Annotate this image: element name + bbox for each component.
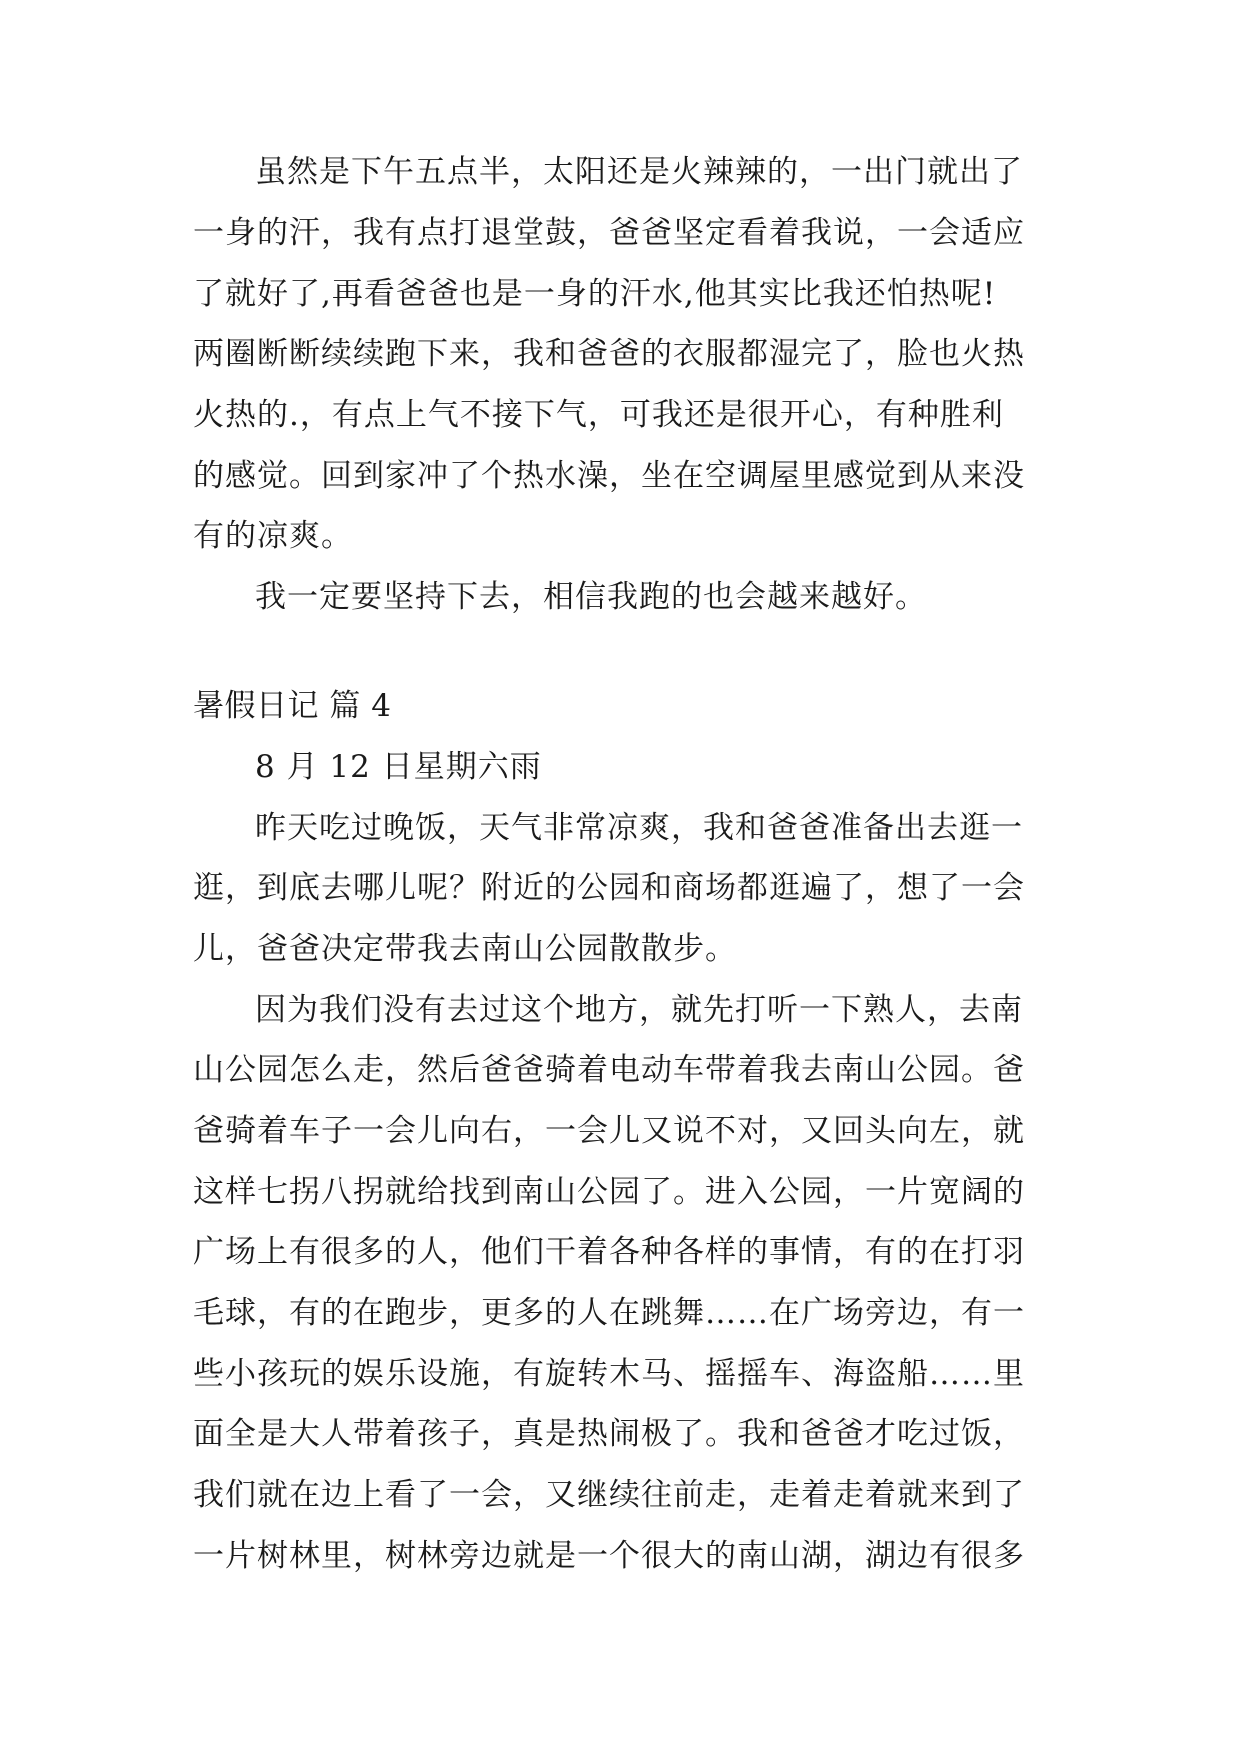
paragraph-line: 有的凉爽。 (193, 518, 353, 554)
paragraph-line: 两圈断断续续跑下来，我和爸爸的衣服都湿完了，脸也火热 (193, 336, 1025, 372)
paragraph-line: 儿，爸爸决定带我去南山公园散散步。 (193, 931, 737, 967)
paragraph-line: 昨天吃过晚饭，天气非常凉爽，我和爸爸准备出去逛一 (255, 810, 1023, 846)
paragraph-line: 了就好了,再看爸爸也是一身的汗水,他其实比我还怕热呢! (193, 276, 997, 312)
paragraph-line: 逛，到底去哪儿呢？附近的公园和商场都逛遍了，想了一会 (193, 870, 1025, 906)
paragraph-line: 一身的汗，我有点打退堂鼓，爸爸坚定看着我说，一会适应 (193, 215, 1025, 251)
paragraph-line: 山公园怎么走，然后爸爸骑着电动车带着我去南山公园。爸 (193, 1052, 1025, 1088)
paragraph-line: 因为我们没有去过这个地方，就先打听一下熟人，去南 (255, 992, 1023, 1028)
paragraph-line: 我们就在边上看了一会，又继续往前走，走着走着就来到了 (193, 1477, 1025, 1513)
paragraph-line: 火热的.，有点上气不接下气，可我还是很开心，有种胜利 (193, 397, 1004, 433)
paragraph-line: 毛球，有的在跑步，更多的人在跳舞……在广场旁边，有一 (193, 1295, 1025, 1331)
paragraph-line: 爸骑着车子一会儿向右，一会儿又说不对，又回头向左，就 (193, 1113, 1025, 1149)
paragraph-line: 这样七拐八拐就给找到南山公园了。进入公园，一片宽阔的 (193, 1174, 1025, 1210)
paragraph-line: 我一定要坚持下去，相信我跑的也会越来越好。 (255, 579, 927, 615)
date-line: 8 月 12 日星期六雨 (255, 749, 542, 785)
paragraph-line: 面全是大人带着孩子，真是热闹极了。我和爸爸才吃过饭， (193, 1416, 1025, 1452)
paragraph-line: 一片树林里，树林旁边就是一个很大的南山湖，湖边有很多 (193, 1538, 1025, 1574)
paragraph-line: 些小孩玩的娱乐设施，有旋转木马、摇摇车、海盗船……里 (193, 1356, 1025, 1392)
paragraph-line: 广场上有很多的人，他们干着各种各样的事情，有的在打羽 (193, 1234, 1025, 1270)
section-heading: 暑假日记 篇 4 (193, 688, 392, 724)
paragraph-line: 虽然是下午五点半，太阳还是火辣辣的，一出门就出了 (255, 154, 1023, 190)
paragraph-line: 的感觉。回到家冲了个热水澡，坐在空调屋里感觉到从来没 (193, 458, 1025, 494)
